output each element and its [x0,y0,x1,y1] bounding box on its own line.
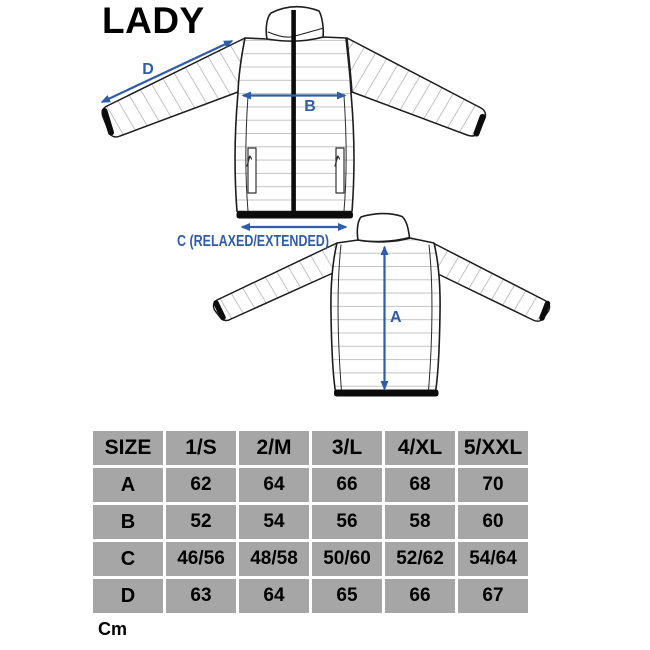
size-value-cell: 54 [239,505,309,539]
size-value-cell: 64 [239,579,309,613]
size-value-cell: 66 [385,579,455,613]
size-header-cell: 2/M [239,431,309,465]
size-value-cell: 60 [458,505,528,539]
table-row [93,579,528,613]
back-hem [334,390,439,397]
size-value-cell: 70 [458,468,528,502]
size-value-cell: 65 [312,579,382,613]
size-header-cell: 3/L [312,431,382,465]
row-label-cell: B [93,505,163,539]
size-value-cell: 63 [166,579,236,613]
page-title: LADY [102,0,205,41]
size-value-cell: 64 [239,468,309,502]
table-row [93,505,528,539]
front-zipper [291,10,296,213]
size-value-cell: 68 [385,468,455,502]
row-label-cell: A [93,468,163,502]
measure-label-d: D [142,61,154,78]
size-value-cell: 48/58 [239,542,309,576]
table-row [93,542,528,576]
size-table-header-row [93,431,528,465]
size-value-cell: 50/60 [312,542,382,576]
size-table [90,428,531,616]
size-header-cell: 5/XXL [458,431,528,465]
row-label-cell: D [93,579,163,613]
size-value-cell: 52 [166,505,236,539]
size-header-cell: 4/XL [385,431,455,465]
measure-label-a: A [390,309,402,326]
size-value-cell: 66 [312,468,382,502]
size-header-cell: 1/S [166,431,236,465]
size-value-cell: 46/56 [166,542,236,576]
size-value-cell: 56 [312,505,382,539]
size-value-cell: 67 [458,579,528,613]
unit-label: Cm [98,619,128,639]
size-value-cell: 54/64 [458,542,528,576]
size-header-cell: SIZE [93,431,163,465]
measure-label-b: B [304,98,316,115]
front-jacket-illustration [102,7,485,219]
table-row [93,468,528,502]
size-value-cell: 52/62 [385,542,455,576]
size-value-cell: 62 [166,468,236,502]
size-value-cell: 58 [385,505,455,539]
row-label-cell: C [93,542,163,576]
measure-label-c: C (RELAXED/EXTENDED) [177,233,329,250]
